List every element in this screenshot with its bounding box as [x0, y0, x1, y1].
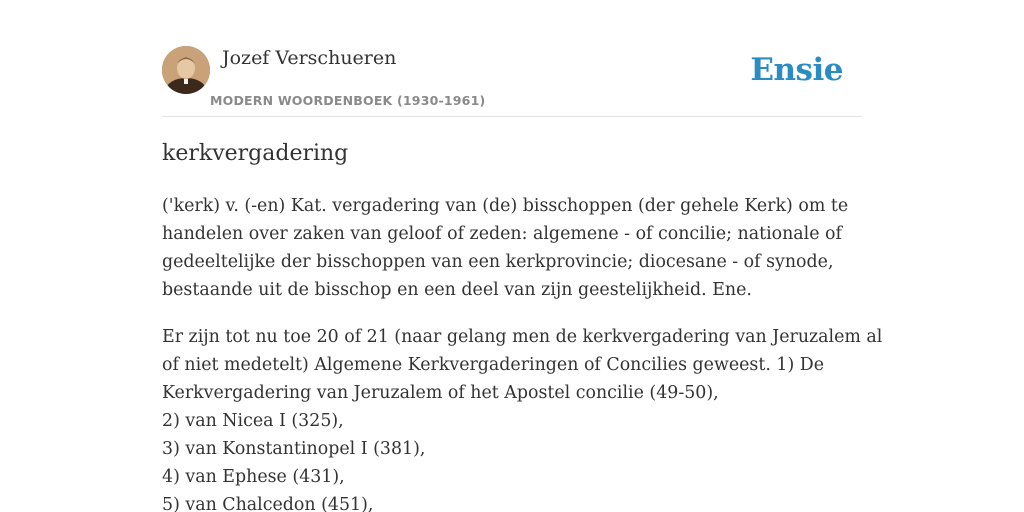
source-label[interactable]: MODERN WOORDENBOEK (1930-1961) — [210, 93, 486, 108]
text-line: Kerkvergadering van Jeruzalem of het Apostel concilie (49-50), — [162, 383, 719, 403]
author-name[interactable]: Jozef Verschueren — [222, 47, 397, 69]
council-list-paragraph — [162, 323, 883, 512]
text-line: handelen over zaken van geloof of zeden: algemene - of concilie; nationale of — [162, 224, 842, 244]
text-line: of niet medetelt) Algemene Kerkvergaderingen of Concilies geweest. 1) De — [162, 355, 825, 375]
text-line: bestaande uit de bisschop en een deel van zijn geestelijkheid. Ene. — [162, 280, 752, 300]
portrait-photo-icon — [162, 46, 210, 94]
definition-paragraph — [162, 192, 862, 304]
page-header — [162, 46, 862, 117]
text-line: 3) van Konstantinopel I (381), — [162, 439, 426, 459]
text-line: ('kerk) v. (-en) Kat. vergadering van (de) bisschoppen (der gehele Kerk) om te — [162, 196, 849, 216]
entry-content — [162, 192, 883, 512]
site-logo[interactable]: Ensie — [750, 52, 843, 88]
author-avatar[interactable] — [162, 46, 210, 94]
text-line: 4) van Ephese (431), — [162, 467, 345, 487]
text-line: Er zijn tot nu toe 20 of 21 (naar gelang men de kerkvergadering van Jeruzalem al — [162, 327, 883, 347]
entry-title: kerkvergadering — [162, 141, 349, 166]
text-line: 5) van Chalcedon (451), — [162, 495, 374, 512]
text-line: gedeeltelijke der bisschoppen van een kerkprovincie; diocesane - of synode, — [162, 252, 834, 272]
text-line: 2) van Nicea I (325), — [162, 411, 344, 431]
